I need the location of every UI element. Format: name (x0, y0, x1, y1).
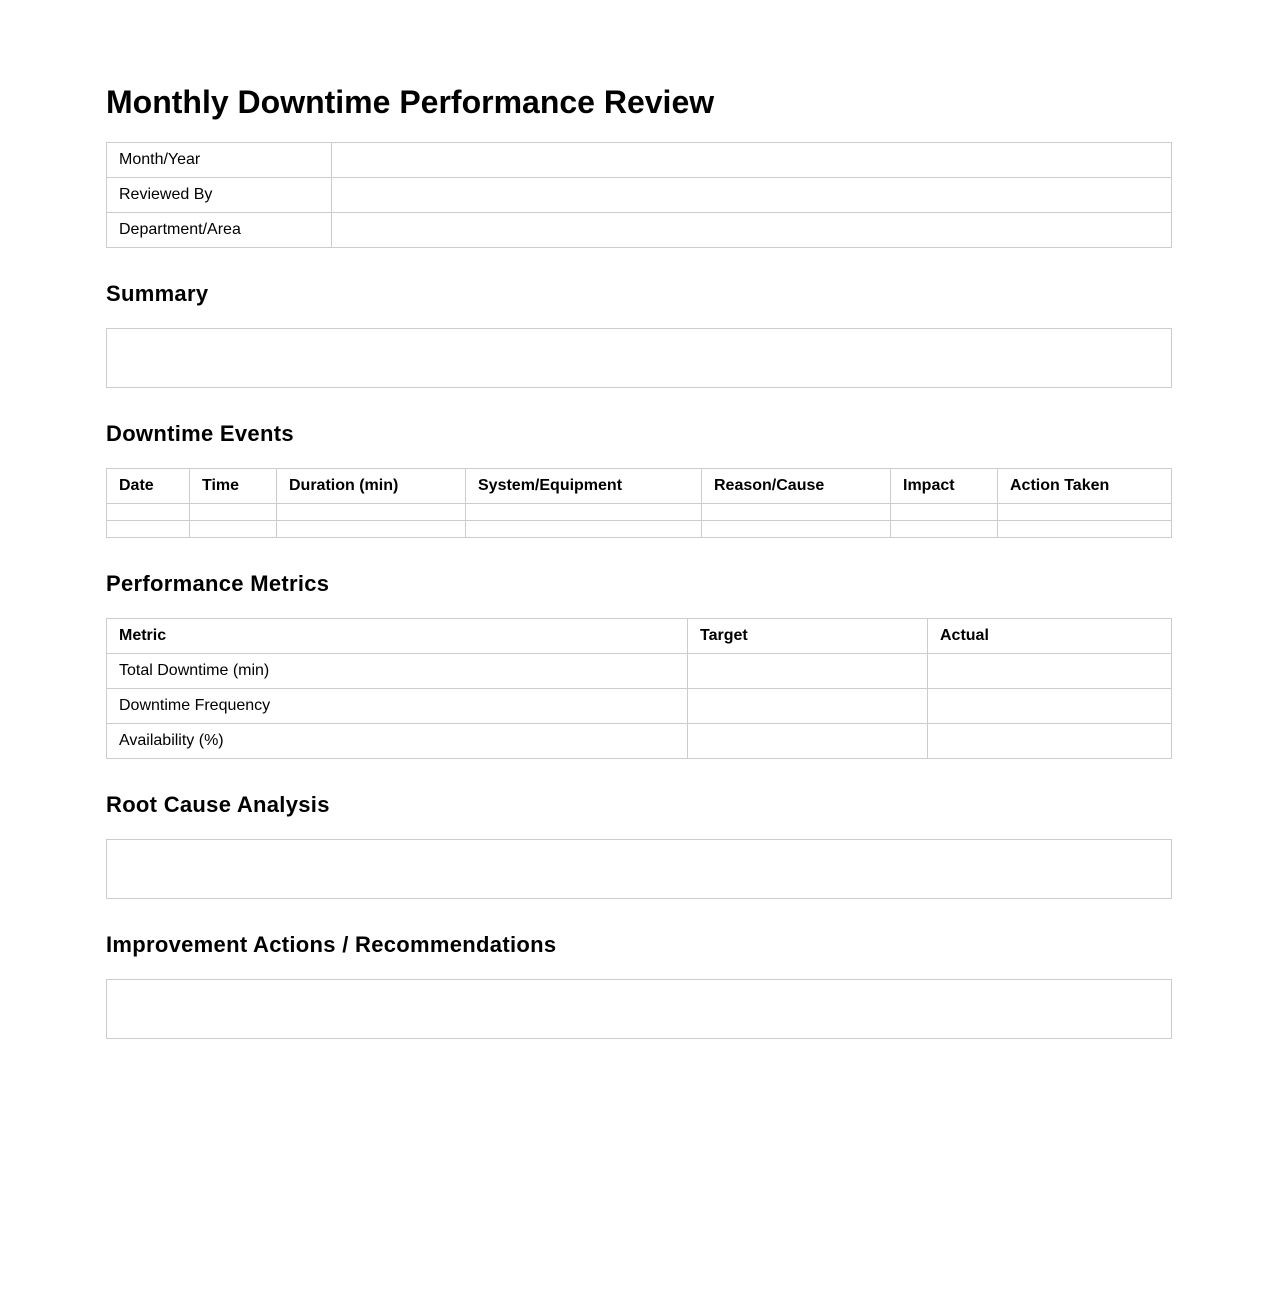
events-heading: Downtime Events (106, 421, 294, 446)
column-header: Reason/Cause (702, 469, 891, 504)
column-header: Time (190, 469, 277, 504)
events-header-row (107, 469, 1172, 504)
table-cell[interactable] (107, 504, 190, 521)
target-cell[interactable] (688, 689, 928, 724)
table-cell[interactable] (998, 521, 1172, 538)
table-row (107, 724, 1172, 759)
month-year-field[interactable] (332, 143, 1172, 178)
info-row-month-year (107, 143, 1172, 178)
column-header: Date (107, 469, 190, 504)
table-row (107, 521, 1172, 538)
table-row (107, 689, 1172, 724)
metric-label: Availability (%) (107, 724, 688, 759)
table-cell[interactable] (107, 521, 190, 538)
table-row (107, 654, 1172, 689)
table-row (107, 504, 1172, 521)
target-cell[interactable] (688, 654, 928, 689)
summary-box[interactable] (106, 328, 1172, 388)
column-header: Action Taken (998, 469, 1172, 504)
events-table (106, 468, 1172, 538)
table-cell[interactable] (891, 521, 998, 538)
department-field[interactable] (332, 213, 1172, 248)
metrics-heading: Performance Metrics (106, 571, 330, 596)
table-cell[interactable] (702, 521, 891, 538)
info-label: Reviewed By (107, 178, 332, 213)
column-header: System/Equipment (466, 469, 702, 504)
improvement-heading: Improvement Actions / Recommendations (106, 932, 557, 957)
actual-cell[interactable] (928, 724, 1172, 759)
table-cell[interactable] (190, 504, 277, 521)
root-cause-heading: Root Cause Analysis (106, 792, 330, 817)
metrics-header-row (107, 619, 1172, 654)
table-cell[interactable] (466, 504, 702, 521)
reviewed-by-field[interactable] (332, 178, 1172, 213)
page-title: Monthly Downtime Performance Review (106, 84, 715, 120)
table-cell[interactable] (998, 504, 1172, 521)
column-header: Target (688, 619, 928, 654)
table-cell[interactable] (891, 504, 998, 521)
actual-cell[interactable] (928, 654, 1172, 689)
column-header: Impact (891, 469, 998, 504)
table-cell[interactable] (277, 521, 466, 538)
table-cell[interactable] (277, 504, 466, 521)
actual-cell[interactable] (928, 689, 1172, 724)
target-cell[interactable] (688, 724, 928, 759)
info-row-reviewed-by (107, 178, 1172, 213)
improvement-box[interactable] (106, 979, 1172, 1039)
root-cause-box[interactable] (106, 839, 1172, 899)
column-header: Actual (928, 619, 1172, 654)
info-label: Department/Area (107, 213, 332, 248)
column-header: Duration (min) (277, 469, 466, 504)
info-row-department (107, 213, 1172, 248)
metrics-table (106, 618, 1172, 759)
info-table (106, 142, 1172, 248)
table-cell[interactable] (466, 521, 702, 538)
table-cell[interactable] (702, 504, 891, 521)
metric-label: Total Downtime (min) (107, 654, 688, 689)
column-header: Metric (107, 619, 688, 654)
summary-heading: Summary (106, 281, 209, 306)
info-label: Month/Year (107, 143, 332, 178)
metric-label: Downtime Frequency (107, 689, 688, 724)
table-cell[interactable] (190, 521, 277, 538)
